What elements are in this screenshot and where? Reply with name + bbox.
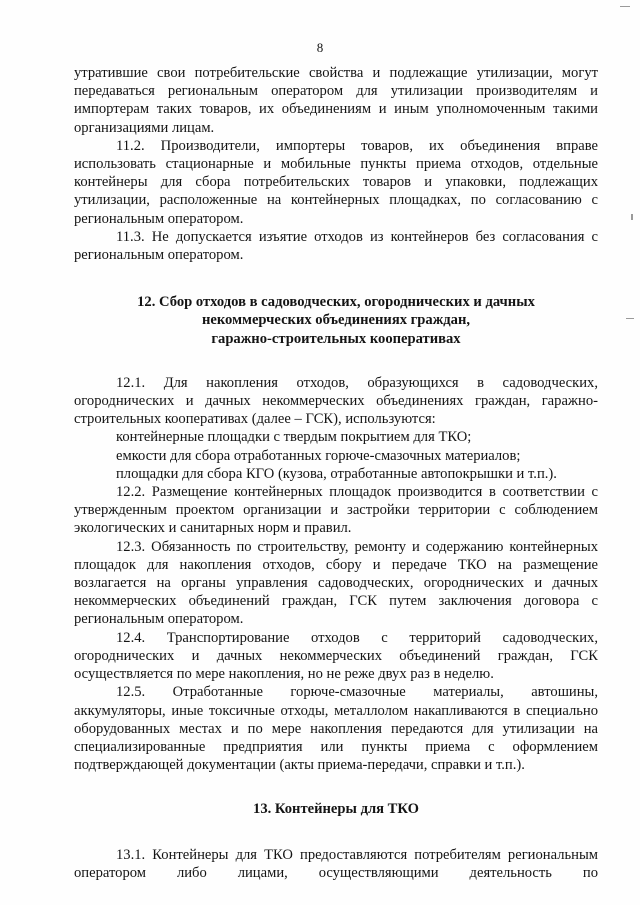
section-13-heading: 13. Контейнеры для ТКО xyxy=(253,801,419,818)
section-12-heading-line: гаражно-строительных кооперативах xyxy=(211,330,461,347)
page-number: 8 xyxy=(316,40,324,55)
section-12-heading-line: 12. Сбор отходов в садоводческих, огороднических и дачных xyxy=(137,294,535,311)
list-item: контейнерные площадки с твердым покрытием для ТКО; xyxy=(116,429,472,446)
section-12-heading xyxy=(74,293,598,348)
paragraph-12-5: 12.5. Отработанные горюче-смазочные материалы, автошины, аккумуляторы, иные токсичные отходы, металлолом накапливаются в специально оборудованных местах и по мере накопления передаются для утилизации на специализированные предприятия или пункты приема с оформлением подтверждающей документации (акты приема-передачи, справки и т.п.). xyxy=(74,684,598,774)
paragraph-11-3: 11.3. Не допускается изъятие отходов из контейнеров без согласования с региональным оператором. xyxy=(74,228,598,264)
section-12-heading-line: некоммерческих объединениях граждан, xyxy=(201,312,471,329)
scan-artifact xyxy=(626,318,634,319)
document-body xyxy=(74,64,598,882)
paragraph-12-4: 12.4. Транспортирование отходов с территорий садоводческих, огороднических и дачных некоммерческих объединений граждан, ГСК осуществляется по мере накопления, но не реже двух раз в неделю. xyxy=(74,629,598,683)
paragraph-12-1: 12.1. Для накопления отходов, образующихся в садоводческих, огороднических и дачных некоммерческих объединениях граждан, гаражно-строительных кооперативах (далее – ГСК), используются: xyxy=(74,374,598,428)
scan-artifact xyxy=(620,6,630,7)
paragraph-13-1: 13.1. Контейнеры для ТКО предоставляются потребителям региональным оператором либо лицами, осуществляющими деятельность по xyxy=(74,846,598,881)
paragraph-12-3: 12.3. Обязанность по строительству, ремонту и содержанию контейнерных площадок для накопления отходов, сбору и передаче ТКО на размещение возлагается на органы управления садоводческих, огороднических и дачных некоммерческих объединений граждан, ГСК путем заключения договора с региональным оператором. xyxy=(74,538,598,628)
scan-artifact xyxy=(631,214,633,220)
paragraph-11-2: 11.2. Производители, импортеры товаров, их объединения вправе использовать стационарные и мобильные пункты приема отходов, отдельные контейнеры для сбора потребительских товаров и упаковки, подлежащих утилизации, расположенные на контейнерных площадках, по согласованию с региональным оператором. xyxy=(74,137,598,227)
paragraph-12-2: 12.2. Размещение контейнерных площадок производится в соответствии с утвержденным проектом организации и застройки территории с соблюдением экологических и санитарных норм и правил. xyxy=(74,484,598,537)
list-item: площадки для сбора КГО (кузова, отработанные автопокрышки и т.п.). xyxy=(116,465,557,482)
list-item: емкости для сбора отработанных горюче-смазочных материалов; xyxy=(116,447,521,464)
paragraph-11-1-continuation: утратившие свои потребительские свойства и подлежащие утилизации, могут передаваться региональным оператором для утилизации производителям и импортерам таких товаров, их объединениям и иным уполномоченным такими организациями лицам. xyxy=(74,65,598,136)
